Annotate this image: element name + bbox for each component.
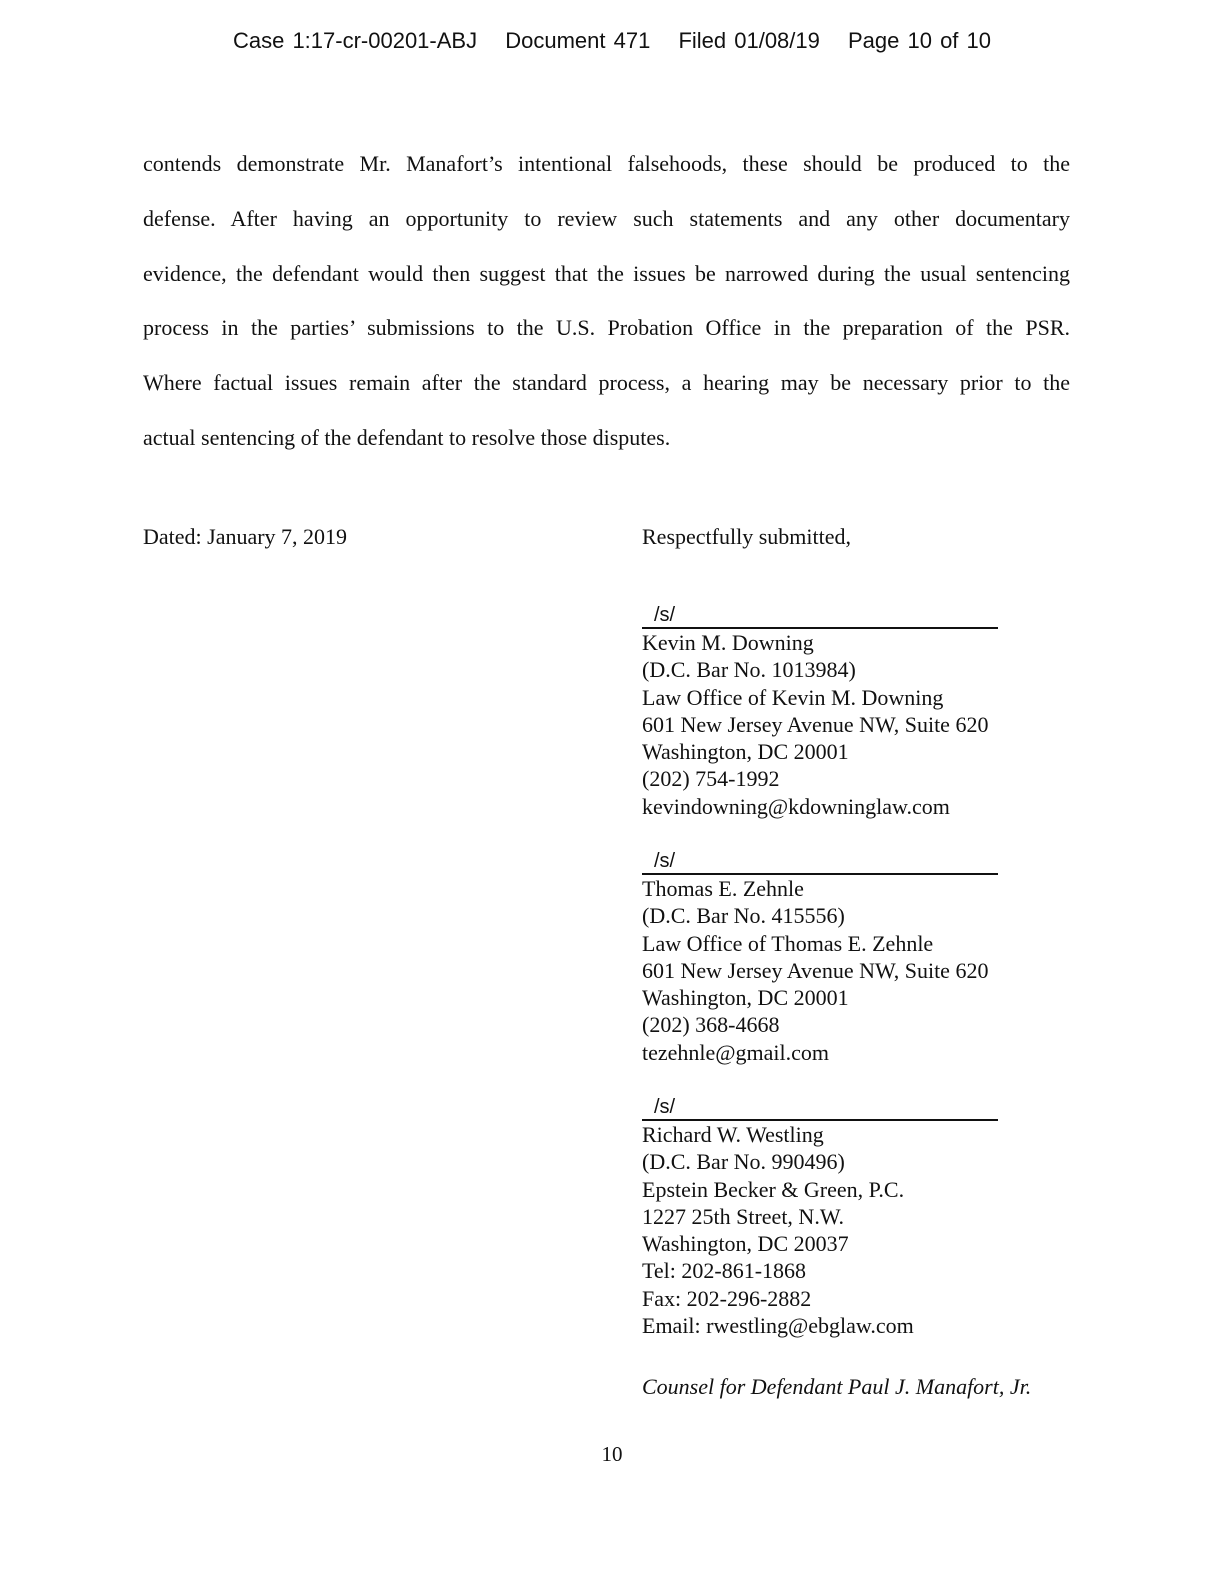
phone: Tel: 202-861-1868 [642, 1258, 807, 1284]
fax: Fax: 202-296-2882 [642, 1285, 812, 1311]
page-number: 10 [601, 1442, 623, 1466]
body-paragraph [143, 137, 1070, 466]
dated-line: Dated: January 7, 2019 [143, 524, 348, 549]
body-line: evidence, the defendant would then suggest that the issues be narrowed during the usual sentencing [143, 260, 1070, 286]
body-line: actual sentencing of the defendant to resolve those disputes. [143, 424, 671, 450]
signature-block-zehnle [642, 848, 1062, 1066]
phone: (202) 754-1992 [642, 766, 780, 792]
attorney-name: Richard W. Westling [642, 1122, 824, 1147]
body-line: contends demonstrate Mr. Manafort’s intentional falsehoods, these should be produced to the [143, 151, 1070, 176]
attorney-name: Thomas E. Zehnle [642, 876, 804, 901]
address-line: 601 New Jersey Avenue NW, Suite 620 [642, 957, 989, 983]
bar-number: (D.C. Bar No. 1013984) [642, 657, 856, 683]
email: tezehnle@gmail.com [642, 1039, 830, 1065]
phone: (202) 368-4668 [642, 1012, 780, 1038]
email: kevindowning@kdowninglaw.com [642, 793, 950, 819]
firm-name: Law Office of Thomas E. Zehnle [642, 930, 934, 956]
attorney-name: Kevin M. Downing [642, 630, 814, 655]
document-number: Document 471 [505, 28, 651, 53]
signature-line: /s/ [642, 848, 998, 875]
firm-name: Epstein Becker & Green, P.C. [642, 1176, 905, 1202]
counsel-line: Counsel for Defendant Paul J. Manafort, Jr. [642, 1374, 1032, 1399]
closing-line: Respectfully submitted, [642, 524, 851, 549]
signature-line: /s/ [642, 1094, 998, 1121]
address-line: Washington, DC 20037 [642, 1231, 849, 1257]
document-header [0, 28, 1224, 54]
case-number: Case 1:17-cr-00201-ABJ [232, 28, 478, 53]
firm-name: Law Office of Kevin M. Downing [642, 684, 944, 710]
bar-number: (D.C. Bar No. 990496) [642, 1149, 845, 1175]
signature-line: /s/ [642, 602, 998, 629]
body-line: defense. After having an opportunity to review such statements and any other documentary [143, 205, 1070, 231]
bar-number: (D.C. Bar No. 415556) [642, 903, 845, 929]
address-line: 1227 25th Street, N.W. [642, 1203, 845, 1229]
email: Email: rwestling@ebglaw.com [642, 1313, 914, 1339]
filed-date: Filed 01/08/19 [678, 28, 820, 53]
address-line: Washington, DC 20001 [642, 985, 849, 1011]
signature-block-westling [642, 1094, 1062, 1339]
address-line: 601 New Jersey Avenue NW, Suite 620 [642, 711, 989, 737]
body-line: process in the parties’ submissions to the U.S. Probation Office in the preparation of the PSR. [143, 315, 1070, 341]
address-line: Washington, DC 20001 [642, 739, 849, 765]
body-line: Where factual issues remain after the standard process, a hearing may be necessary prior to the [143, 370, 1070, 396]
page-indicator: Page 10 of 10 [848, 28, 992, 53]
signature-block-downing [642, 602, 1062, 820]
